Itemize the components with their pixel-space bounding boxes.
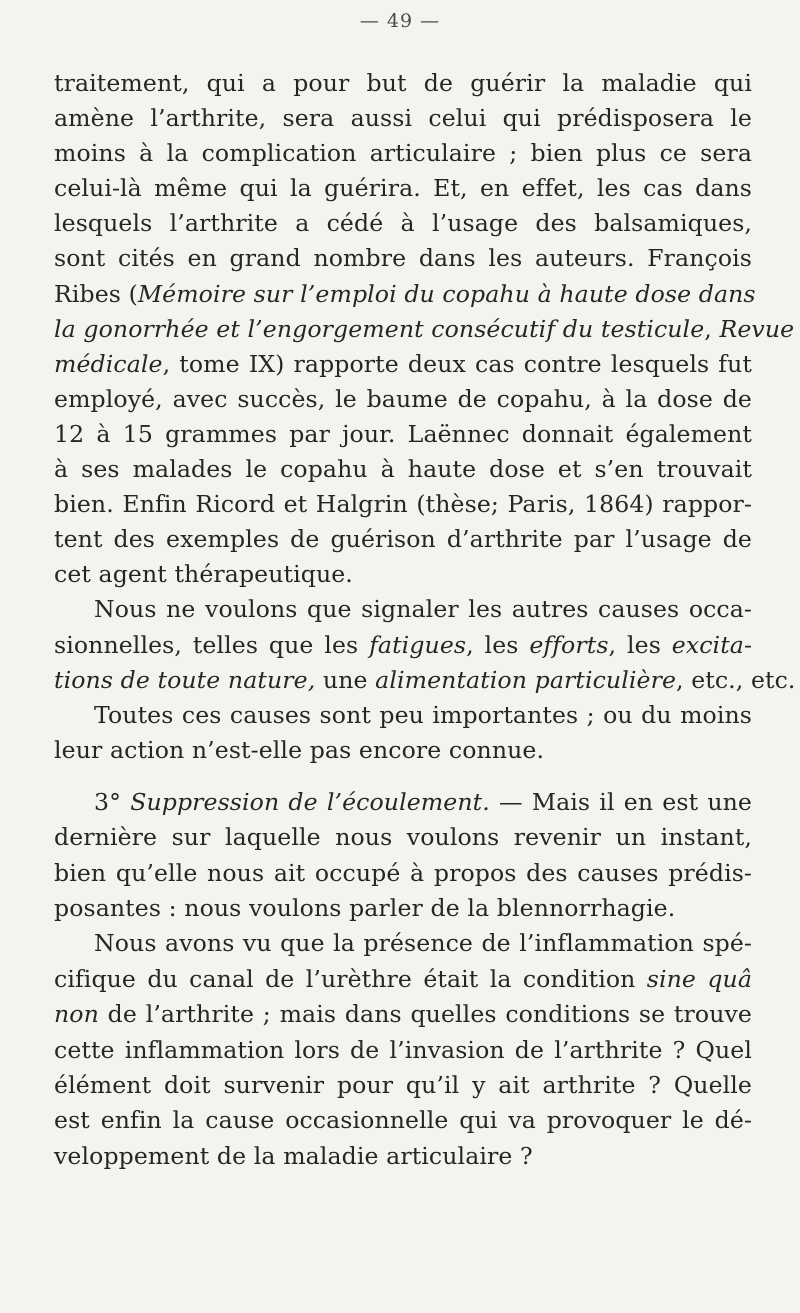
paragraph-3 (54, 785, 752, 927)
text-line: cifique du canal de l’urèthre était la condition sine quâ (54, 964, 752, 993)
section-title: Suppression de l’écoulement. (130, 787, 490, 816)
text-line: Toutes ces causes sont peu importantes ; ou du moins (94, 700, 752, 729)
text-line: dernière sur laquelle nous voulons revenir un instant, (54, 823, 752, 852)
section-gap (54, 768, 752, 785)
text-line: bien qu’elle nous ait occupé à propos des causes prédis- (54, 858, 752, 887)
text-line: tions de toute nature, une alimentation particulière, etc., etc. (54, 665, 796, 694)
text-line: sont cités en grand nombre dans les auteurs. François (54, 244, 752, 273)
text-line: veloppement de la maladie articulaire ? (54, 1141, 533, 1170)
text-line: celui-là même qui la guérira. Et, en effet, les cas dans (54, 174, 752, 203)
text-line: cette inflammation lors de l’invasion de l’arthrite ? Quel (54, 1035, 752, 1064)
text-line: Nous ne voulons que signaler les autres causes occa- (94, 595, 752, 624)
text-line: bien. Enfin Ricord et Halgrin (thèse; Paris, 1864) rappor- (54, 490, 752, 519)
text-line: médicale, tome IX) rapporte deux cas contre lesquels fut (54, 349, 752, 378)
text-line: amène l’arthrite, sera aussi celui qui prédisposera le (54, 104, 752, 133)
text-line: lesquels l’arthrite a cédé à l’usage des balsamiques, (54, 209, 752, 238)
text-line: cet agent thérapeutique. (54, 560, 353, 589)
text-line: leur action n’est-elle pas encore connue. (54, 735, 545, 764)
text-line: tent des exemples de guérison d’arthrite par l’usage de (54, 525, 752, 554)
paragraph-4 (54, 926, 752, 1174)
text-line: traitement, qui a pour but de guérir la maladie qui (54, 69, 752, 97)
text-line: employé, avec succès, le baume de copahu, à la dose de (54, 384, 752, 413)
text-line: élément doit survenir pour qu’il y ait arthrite ? Quelle (54, 1071, 752, 1099)
text-line: sionnelles, telles que les fatigues, les efforts, les excita- (54, 630, 753, 659)
text-line: non de l’arthrite ; mais dans quelles conditions se trouve (54, 1000, 752, 1029)
text-line: Nous avons vu que la présence de l’inflammation spé- (94, 929, 752, 958)
text-line: 12 à 15 grammes par jour. Laënnec donnait également (54, 419, 752, 448)
body-text (54, 66, 796, 1174)
text-line: est enfin la cause occasionnelle qui va provoquer le dé- (54, 1106, 752, 1135)
text-line: moins à la complication articulaire ; bien plus ce sera (54, 139, 752, 168)
text-line: à ses malades le copahu à haute dose et s’en trouvait (54, 455, 752, 484)
section-heading-line: 3° Suppression de l’écoulement. — Mais il en est une (94, 787, 752, 816)
text-line: Ribes (Mémoire sur l’emploi du copahu à haute dose dans (54, 279, 756, 308)
text-line: la gonorrhée et l’engorgement consécutif du testicule, Revue (54, 314, 795, 343)
page-number: — 49 — (359, 10, 441, 32)
paragraph-2 (54, 592, 796, 767)
text-line: posantes : nous voulons parler de la blennorrhagie. (54, 894, 676, 923)
paragraph-1 (54, 66, 795, 592)
